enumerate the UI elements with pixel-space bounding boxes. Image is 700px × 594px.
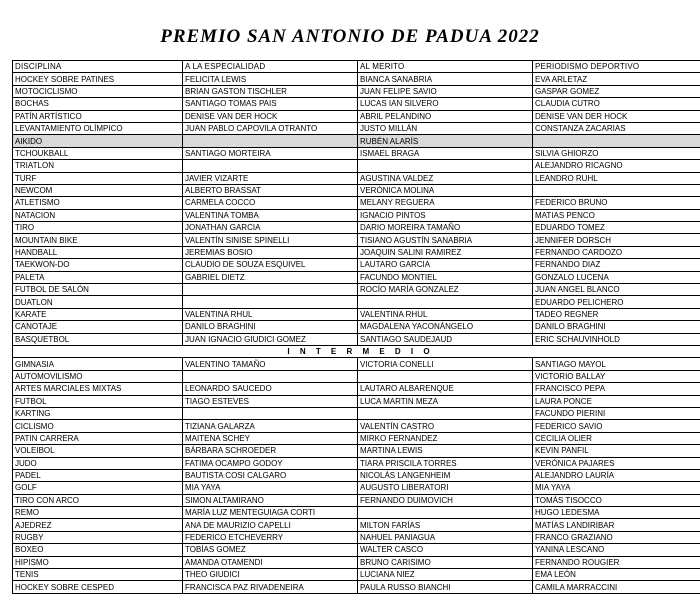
table-cell: GOLF: [13, 482, 183, 494]
table-row: [13, 519, 700, 531]
table-cell: DUATLON: [13, 296, 183, 308]
table-row: [13, 98, 700, 110]
table-row: [13, 197, 700, 209]
table-cell: AUGUSTO LIBERATORI: [358, 482, 533, 494]
table-cell: ABRIL PELANDINO: [358, 110, 533, 122]
column-header-especialidad: A LA ESPECIALIDAD: [183, 61, 358, 73]
table-cell: FRANCISCO PEPA: [533, 383, 700, 395]
table-cell: MIA YAYA: [533, 482, 700, 494]
table-cell: ERIC SCHAUVINHOLD: [533, 333, 700, 345]
table-row: [13, 234, 700, 246]
table-row: [13, 420, 700, 432]
table-cell: TIARA PRISCILA TORRES: [358, 457, 533, 469]
table-row: [13, 432, 700, 444]
table-cell: VICTORIA CONELLI: [358, 358, 533, 370]
column-header-disciplina: DISCIPLINA: [13, 61, 183, 73]
table-cell: [183, 407, 358, 419]
table-cell: FELICITA LEWIS: [183, 73, 358, 85]
table-row: [13, 110, 700, 122]
table-cell: FERNANDO DUIMOVICH: [358, 494, 533, 506]
table-cell: MOUNTAIN BIKE: [13, 234, 183, 246]
table-cell: TOMÁS TISOCCO: [533, 494, 700, 506]
table-cell: VALENTÍN CASTRO: [358, 420, 533, 432]
table-cell: BASQUETBOL: [13, 333, 183, 345]
table-cell: BRUNO CARISIMO: [358, 556, 533, 568]
table-cell: LEVANTAMIENTO OLÍMPICO: [13, 122, 183, 134]
table-row: [13, 321, 700, 333]
table-cell: AGUSTINA VALDEZ: [358, 172, 533, 184]
table-row: [13, 271, 700, 283]
table-row: [13, 370, 700, 382]
table-row: [13, 209, 700, 221]
table-cell: NATACION: [13, 209, 183, 221]
table-cell: MELANY REGUERA: [358, 197, 533, 209]
table-row: [13, 358, 700, 370]
column-header-periodismo: PERIODISMO DEPORTIVO: [533, 61, 700, 73]
table-cell: LUCAS IAN SILVERO: [358, 98, 533, 110]
table-cell: GIMNASIA: [13, 358, 183, 370]
table-cell: LEANDRO RUHL: [533, 172, 700, 184]
table-body: [13, 73, 700, 593]
awards-table: [12, 60, 700, 594]
table-row: [13, 147, 700, 159]
table-cell: PALETA: [13, 271, 183, 283]
table-cell: JAVIER VIZARTE: [183, 172, 358, 184]
table-cell: JUAN PABLO CAPOVILA OTRANTO: [183, 122, 358, 134]
table-row: [13, 85, 700, 97]
table-cell: [533, 184, 700, 196]
table-cell: EMA LEÓN: [533, 569, 700, 581]
table-cell: FATIMA OCAMPO GODOY: [183, 457, 358, 469]
table-cell: [183, 160, 358, 172]
table-cell: FRANCISCA PAZ RIVADENEIRA: [183, 581, 358, 593]
table-cell: FEDERICO ETCHEVERRY: [183, 531, 358, 543]
table-cell: BÁRBARA SCHROEDER: [183, 445, 358, 457]
table-cell: AJEDREZ: [13, 519, 183, 531]
table-cell: JUAN ANGEL BLANCO: [533, 284, 700, 296]
table-row: [13, 259, 700, 271]
table-cell: VALENTINO TAMAÑO: [183, 358, 358, 370]
table-cell: MATIAS PENCO: [533, 209, 700, 221]
table-cell: HUGO LEDESMA: [533, 507, 700, 519]
table-cell: ARTES MARCIALES MIXTAS: [13, 383, 183, 395]
table-cell: FRANCO GRAZIANO: [533, 531, 700, 543]
table-cell: KEVIN PANFIL: [533, 445, 700, 457]
table-cell: [358, 407, 533, 419]
table-row: [13, 482, 700, 494]
table-cell: LUCA MARTIN MEZA: [358, 395, 533, 407]
table-cell: MATÍAS LANDIRIBAR: [533, 519, 700, 531]
table-cell: CAMILA MARRACCINI: [533, 581, 700, 593]
table-row: [13, 222, 700, 234]
table-cell: TRIATLON: [13, 160, 183, 172]
table-cell: DANILO BRAGHINI: [183, 321, 358, 333]
table-cell: PATÍN ARTÍSTICO: [13, 110, 183, 122]
table-cell: SANTIAGO SAUDEJAUD: [358, 333, 533, 345]
table-cell: FEDERICO SAVIO: [533, 420, 700, 432]
table-cell: JUAN IGNACIO GIUDICI GOMEZ: [183, 333, 358, 345]
table-cell: VERÓNICA PAJARES: [533, 457, 700, 469]
table-cell: LAUTARO GARCIA: [358, 259, 533, 271]
table-cell: HANDBALL: [13, 246, 183, 258]
table-cell: TISIANO AGUSTÍN SANABRIA: [358, 234, 533, 246]
table-cell: [183, 370, 358, 382]
table-cell: TCHOUKBALL: [13, 147, 183, 159]
table-cell: FACUNDO PIERINI: [533, 407, 700, 419]
table-cell: SILVIA GHIORZO: [533, 147, 700, 159]
table-cell: AUTOMOVILISMO: [13, 370, 183, 382]
table-cell: MAITENA SCHEY: [183, 432, 358, 444]
table-cell: TIRO: [13, 222, 183, 234]
table-cell: PATIN CARRERA: [13, 432, 183, 444]
table-cell: KARTING: [13, 407, 183, 419]
table-cell: JEREMIAS BOSIO: [183, 246, 358, 258]
table-cell: LAURA PONCE: [533, 395, 700, 407]
table-cell: FERNANDO CARDOZO: [533, 246, 700, 258]
table-cell: CLAUDIO DE SOUZA ESQUIVEL: [183, 259, 358, 271]
table-row: [13, 544, 700, 556]
table-cell: RUGBY: [13, 531, 183, 543]
table-cell: REMO: [13, 507, 183, 519]
table-row: [13, 494, 700, 506]
table-cell: [358, 296, 533, 308]
table-row: [13, 457, 700, 469]
table-cell: TIRO CON ARCO: [13, 494, 183, 506]
table-row: [13, 383, 700, 395]
table-cell: VALENTINA RHUL: [183, 308, 358, 320]
table-row: [13, 395, 700, 407]
table-cell: ALEJANDRO RICAGNO: [533, 160, 700, 172]
table-cell: CLAUDIA CUTRO: [533, 98, 700, 110]
table-cell: RUBÉN ALARÍS: [358, 135, 533, 147]
table-row: [13, 581, 700, 593]
table-cell: WALTER CASCO: [358, 544, 533, 556]
table-cell: MIA YAYA: [183, 482, 358, 494]
table-cell: FUTBOL: [13, 395, 183, 407]
table-cell: NICOLÁS LANGENHEIM: [358, 469, 533, 481]
table-cell: ROCÍO MARÍA GONZALEZ: [358, 284, 533, 296]
table-cell: YANINA LESCANO: [533, 544, 700, 556]
table-row: [13, 122, 700, 134]
table-row: [13, 284, 700, 296]
table-row: [13, 556, 700, 568]
table-cell: JENNIFER DORSCH: [533, 234, 700, 246]
table-cell: CICLISMO: [13, 420, 183, 432]
table-cell: [358, 160, 533, 172]
table-cell: TIAGO ESTEVES: [183, 395, 358, 407]
table-cell: MARTINA LEWIS: [358, 445, 533, 457]
table-cell: ANA DE MAURIZIO CAPELLI: [183, 519, 358, 531]
table-cell: VALENTINA RHUL: [358, 308, 533, 320]
table-cell: MARÍA LUZ MENTEGUIAGA CORTI: [183, 507, 358, 519]
table-cell: NAHUEL PANIAGUA: [358, 531, 533, 543]
table-row: [13, 172, 700, 184]
table-cell: VALENTÍN SINISE SPINELLI: [183, 234, 358, 246]
table-row: [13, 445, 700, 457]
table-cell: MILTON FARÍAS: [358, 519, 533, 531]
section-divider-row: [13, 345, 700, 357]
table-cell: ISMAEL BRAGA: [358, 147, 533, 159]
table-cell: CONSTANZA ZACARIAS: [533, 122, 700, 134]
table-cell: ATLETISMO: [13, 197, 183, 209]
table-row: [13, 308, 700, 320]
table-cell: HOCKEY SOBRE CESPED: [13, 581, 183, 593]
table-row: [13, 296, 700, 308]
table-cell: FERNANDO DIAZ: [533, 259, 700, 271]
table-cell: ALEJANDRO LAURÍA: [533, 469, 700, 481]
table-cell: KARATE: [13, 308, 183, 320]
table-cell: ALBERTO BRASSAT: [183, 184, 358, 196]
table-cell: TIZIANA GALARZA: [183, 420, 358, 432]
table-cell: [183, 135, 358, 147]
table-cell: HOCKEY SOBRE PATINES: [13, 73, 183, 85]
table-cell: MAGDALENA YACONÁNGELO: [358, 321, 533, 333]
table-cell: DENISE VAN DER HOCK: [183, 110, 358, 122]
table-row: [13, 469, 700, 481]
table-cell: DANILO BRAGHINI: [533, 321, 700, 333]
table-cell: THEO GIUDICI: [183, 569, 358, 581]
table-cell: TOBÍAS GOMEZ: [183, 544, 358, 556]
table-cell: PADEL: [13, 469, 183, 481]
table-cell: JONATHAN GARCIA: [183, 222, 358, 234]
table-cell: EDUARDO PELICHERO: [533, 296, 700, 308]
table-row: [13, 507, 700, 519]
table-cell: TURF: [13, 172, 183, 184]
table-row: [13, 569, 700, 581]
table-cell: GASPAR GOMEZ: [533, 85, 700, 97]
table-cell: JUSTO MILLÁN: [358, 122, 533, 134]
table-header-row: [13, 61, 700, 73]
page-title: PREMIO SAN ANTONIO DE PADUA 2022: [12, 0, 688, 60]
table-cell: TAEKWON-DO: [13, 259, 183, 271]
table-cell: LAUTARO ALBARENQUE: [358, 383, 533, 395]
table-cell: [183, 296, 358, 308]
table-cell: LEONARDO SAUCEDO: [183, 383, 358, 395]
table-cell: EDUARDO TOMEZ: [533, 222, 700, 234]
table-cell: SANTIAGO MORTEIRA: [183, 147, 358, 159]
table-cell: VALENTINA TOMBA: [183, 209, 358, 221]
table-cell: HIPISMO: [13, 556, 183, 568]
table-cell: CECILIA OLIER: [533, 432, 700, 444]
table-cell: AIKIDO: [13, 135, 183, 147]
table-cell: GABRIEL DIETZ: [183, 271, 358, 283]
table-cell: BAUTISTA COSI CALGARO: [183, 469, 358, 481]
section-label: I N T E R M E D I O: [13, 345, 700, 357]
table-cell: TENIS: [13, 569, 183, 581]
table-row: [13, 135, 700, 147]
table-row: [13, 184, 700, 196]
table-row: [13, 246, 700, 258]
table-cell: JUAN FELIPE SAVIO: [358, 85, 533, 97]
table-cell: FACUNDO MONTIEL: [358, 271, 533, 283]
table-cell: SANTIAGO TOMAS PAIS: [183, 98, 358, 110]
table-cell: GONZALO LUCENA: [533, 271, 700, 283]
table-cell: JOAQUIN SALINI RAMIREZ: [358, 246, 533, 258]
table-cell: BIANCA SANABRIA: [358, 73, 533, 85]
table-cell: JUDO: [13, 457, 183, 469]
table-cell: CANOTAJE: [13, 321, 183, 333]
table-header: [13, 61, 700, 73]
table-cell: DENISE VAN DER HOCK: [533, 110, 700, 122]
table-cell: MIRKO FERNANDEZ: [358, 432, 533, 444]
table-cell: VOLEIBOL: [13, 445, 183, 457]
table-cell: EVA ARLETAZ: [533, 73, 700, 85]
table-cell: BOCHAS: [13, 98, 183, 110]
table-cell: FERNANDO ROUGIER: [533, 556, 700, 568]
table-cell: SIMON ALTAMIRANO: [183, 494, 358, 506]
table-cell: [533, 135, 700, 147]
table-cell: SANTIAGO MAYOL: [533, 358, 700, 370]
table-cell: IGNACIO PINTOS: [358, 209, 533, 221]
table-cell: LUCIANA NIEZ: [358, 569, 533, 581]
table-cell: FEDERICO BRUNO: [533, 197, 700, 209]
table-cell: [183, 284, 358, 296]
table-row: [13, 160, 700, 172]
table-cell: [358, 507, 533, 519]
table-cell: BOXEO: [13, 544, 183, 556]
table-cell: VICTORIO BALLAY: [533, 370, 700, 382]
table-cell: AMANDA OTAMENDI: [183, 556, 358, 568]
table-cell: [358, 370, 533, 382]
table-row: [13, 73, 700, 85]
table-cell: MOTOCICLISMO: [13, 85, 183, 97]
table-cell: PAULA RUSSO BIANCHI: [358, 581, 533, 593]
table-cell: DARIO MOREIRA TAMAÑO: [358, 222, 533, 234]
table-cell: FUTBOL DE SALÓN: [13, 284, 183, 296]
table-cell: CARMELA COCCO: [183, 197, 358, 209]
table-cell: NEWCOM: [13, 184, 183, 196]
table-cell: BRIAN GASTON TISCHLER: [183, 85, 358, 97]
column-header-merito: AL MERITO: [358, 61, 533, 73]
table-row: [13, 333, 700, 345]
table-cell: TADEO REGNER: [533, 308, 700, 320]
table-row: [13, 407, 700, 419]
table-cell: VERÓNICA MOLINA: [358, 184, 533, 196]
table-row: [13, 531, 700, 543]
